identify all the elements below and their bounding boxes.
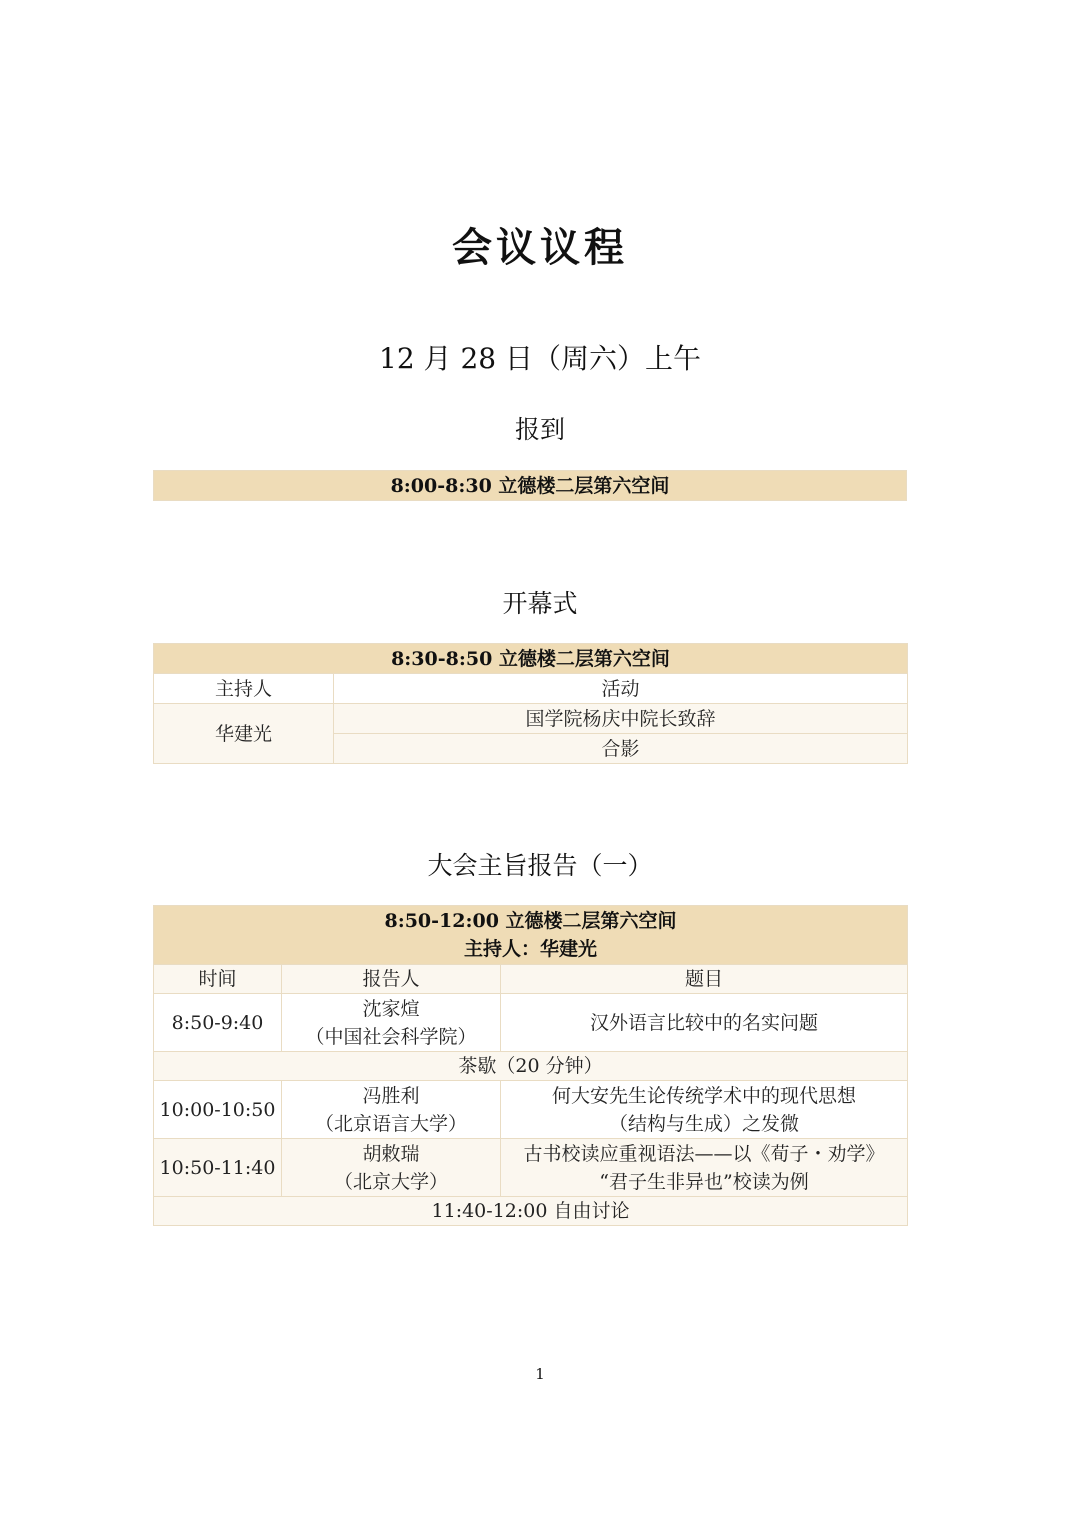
- col-topic: 题目: [501, 965, 908, 994]
- talk-topic: [501, 994, 908, 1052]
- talk-topic: [501, 1139, 908, 1197]
- table-row: [154, 994, 908, 1052]
- registration-heading: 报到: [514, 415, 565, 444]
- table-row: [154, 1081, 908, 1139]
- talk-time: 10:00-10:50: [154, 1081, 282, 1139]
- talk-time: 10:50-11:40: [154, 1139, 282, 1197]
- opening-heading: 开幕式: [502, 589, 578, 618]
- table-row: [154, 1139, 908, 1197]
- page-number: 1: [535, 1365, 545, 1383]
- opening-table: [153, 643, 908, 764]
- speaker-affiliation: （北京大学）: [333, 1170, 448, 1193]
- opening-col-activity: 活动: [334, 674, 908, 704]
- tea-break: 茶歇（20 分钟）: [154, 1052, 908, 1081]
- col-time: 时间: [154, 965, 282, 994]
- keynote-host: 主持人：华建光: [464, 938, 598, 960]
- registration-table: [153, 470, 907, 501]
- agenda-date: 12 月 28 日（周六）上午: [379, 342, 701, 375]
- free-discussion: 11:40-12:00 自由讨论: [154, 1197, 908, 1226]
- opening-col-host: 主持人: [154, 674, 334, 704]
- topic-line: 古书校读应重视语法——以《荀子・劝学》: [523, 1142, 885, 1165]
- page-title: 会议议程: [452, 224, 628, 271]
- topic-line: “君子生非异也”校读为例: [599, 1170, 809, 1193]
- opening-activity: 国学院杨庆中院长致辞: [334, 704, 908, 734]
- col-speaker: 报告人: [282, 965, 501, 994]
- speaker-affiliation: （中国社会科学院）: [305, 1025, 477, 1048]
- keynote-header: [154, 906, 908, 965]
- keynote-heading: 大会主旨报告（一）: [427, 851, 653, 880]
- keynote-time-location: 8:50-12:00 立德楼二层第六空间: [384, 910, 677, 932]
- talk-time: 8:50-9:40: [154, 994, 282, 1052]
- talk-speaker: [282, 1139, 501, 1197]
- keynote-table: [153, 905, 908, 1226]
- opening-activity: 合影: [334, 734, 908, 764]
- opening-host-name: 华建光: [154, 704, 334, 764]
- topic-line: （结构与生成）之发微: [609, 1112, 800, 1135]
- opening-time-location: 8:30-8:50 立德楼二层第六空间: [154, 644, 908, 674]
- speaker-name: 冯胜利: [362, 1084, 420, 1107]
- speaker-affiliation: （北京语言大学）: [314, 1112, 467, 1135]
- topic-line: 何大安先生论传统学术中的现代思想: [552, 1084, 857, 1107]
- talk-speaker: [282, 994, 501, 1052]
- topic-line: 汉外语言比较中的名实问题: [590, 1011, 819, 1034]
- speaker-name: 胡敕瑞: [362, 1142, 420, 1165]
- talk-speaker: [282, 1081, 501, 1139]
- registration-time-location: 8:00-8:30 立德楼二层第六空间: [154, 471, 907, 501]
- speaker-name: 沈家煊: [362, 997, 420, 1020]
- talk-topic: [501, 1081, 908, 1139]
